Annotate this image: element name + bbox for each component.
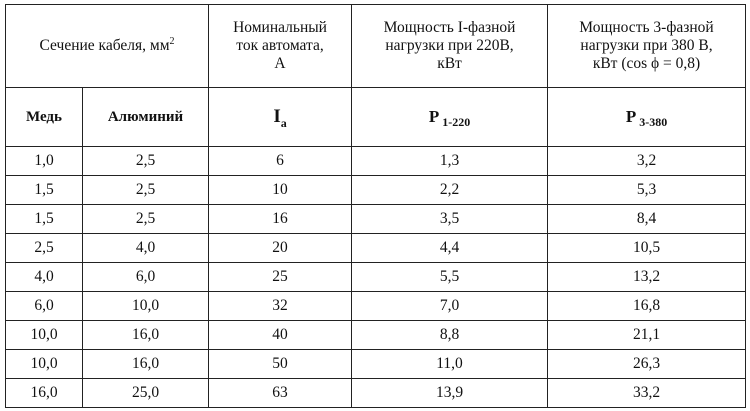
p3-cell: 21,1 [548, 321, 746, 350]
aluminum-cell: 16,0 [83, 350, 209, 379]
p1-cell: 4,4 [352, 234, 548, 263]
table-row [6, 350, 746, 379]
current-symbol-header [209, 88, 352, 147]
current-cell: 63 [209, 379, 352, 408]
copper-cell: 10,0 [6, 321, 83, 350]
power-3phase-line: Мощность 3-фазной [579, 19, 714, 36]
p3-cell: 5,3 [548, 176, 746, 205]
p1-cell: 3,5 [352, 205, 548, 234]
aluminum-cell: 16,0 [83, 321, 209, 350]
current-cell: 50 [209, 350, 352, 379]
aluminum-cell: 4,0 [83, 234, 209, 263]
table-row [6, 176, 746, 205]
table-row [6, 234, 746, 263]
copper-cell: 10,0 [6, 350, 83, 379]
p3-cell: 26,3 [548, 350, 746, 379]
p1-cell: 11,0 [352, 350, 548, 379]
breaker-current-line: Номинальный [233, 19, 327, 36]
breaker-current-line: А [274, 55, 286, 72]
aluminum-header: Алюминий [83, 88, 209, 147]
table-row [6, 205, 746, 234]
p3-symbol-header [548, 88, 746, 147]
current-cell: 6 [209, 147, 352, 176]
p3-cell: 16,8 [548, 292, 746, 321]
p1-symbol-header [352, 88, 548, 147]
cable-section-header [6, 5, 209, 88]
copper-cell: 6,0 [6, 292, 83, 321]
power-1phase-header [352, 5, 548, 88]
table-row [6, 379, 746, 408]
cable-table-container [5, 4, 746, 408]
power-1phase-line: Мощность I-фазной [383, 19, 516, 36]
current-cell: 32 [209, 292, 352, 321]
aluminum-cell: 2,5 [83, 176, 209, 205]
p1-symbol: P [428, 106, 440, 126]
table-row [6, 321, 746, 350]
current-subscript: a [280, 115, 287, 130]
cable-section-label: Сечение кабеля, мм [39, 37, 170, 54]
power-3phase-header [548, 5, 746, 88]
current-cell: 10 [209, 176, 352, 205]
aluminum-cell: 25,0 [83, 379, 209, 408]
p1-cell: 5,5 [352, 263, 548, 292]
p1-cell: 1,3 [352, 147, 548, 176]
copper-cell: 1,5 [6, 205, 83, 234]
p3-cell: 33,2 [548, 379, 746, 408]
p3-symbol: P [625, 106, 637, 126]
copper-cell: 4,0 [6, 263, 83, 292]
copper-cell: 16,0 [6, 379, 83, 408]
cable-power-table [5, 4, 746, 408]
aluminum-cell: 10,0 [83, 292, 209, 321]
copper-cell: 1,5 [6, 176, 83, 205]
table-row [6, 147, 746, 176]
p1-cell: 2,2 [352, 176, 548, 205]
current-symbol: I [273, 105, 281, 127]
aluminum-cell: 2,5 [83, 205, 209, 234]
copper-cell: 2,5 [6, 234, 83, 263]
p3-cell: 8,4 [548, 205, 746, 234]
table-row [6, 292, 746, 321]
current-cell: 16 [209, 205, 352, 234]
current-cell: 40 [209, 321, 352, 350]
p3-cell: 3,2 [548, 147, 746, 176]
aluminum-cell: 6,0 [83, 263, 209, 292]
copper-header: Медь [6, 88, 83, 147]
table-row [6, 263, 746, 292]
power-1phase-line: кВт [437, 55, 462, 72]
current-cell: 25 [209, 263, 352, 292]
current-cell: 20 [209, 234, 352, 263]
p1-cell: 8,8 [352, 321, 548, 350]
p3-cell: 10,5 [548, 234, 746, 263]
header-row [6, 5, 746, 88]
power-3phase-line: нагрузки при 380 В, [580, 37, 713, 54]
power-3phase-line: кВт (cos ϕ = 0,8) [592, 55, 701, 72]
p3-cell: 13,2 [548, 263, 746, 292]
breaker-current-header [209, 5, 352, 88]
p1-cell: 7,0 [352, 292, 548, 321]
subheader-row [6, 88, 746, 147]
p1-cell: 13,9 [352, 379, 548, 408]
p1-subscript: 1-220 [442, 114, 471, 129]
copper-cell: 1,0 [6, 147, 83, 176]
aluminum-cell: 2,5 [83, 147, 209, 176]
cable-section-sup: 2 [169, 36, 175, 47]
p3-subscript: 3-380 [639, 114, 668, 129]
power-1phase-line: нагрузки при 220В, [385, 37, 514, 54]
breaker-current-line: ток автомата, [236, 37, 324, 54]
